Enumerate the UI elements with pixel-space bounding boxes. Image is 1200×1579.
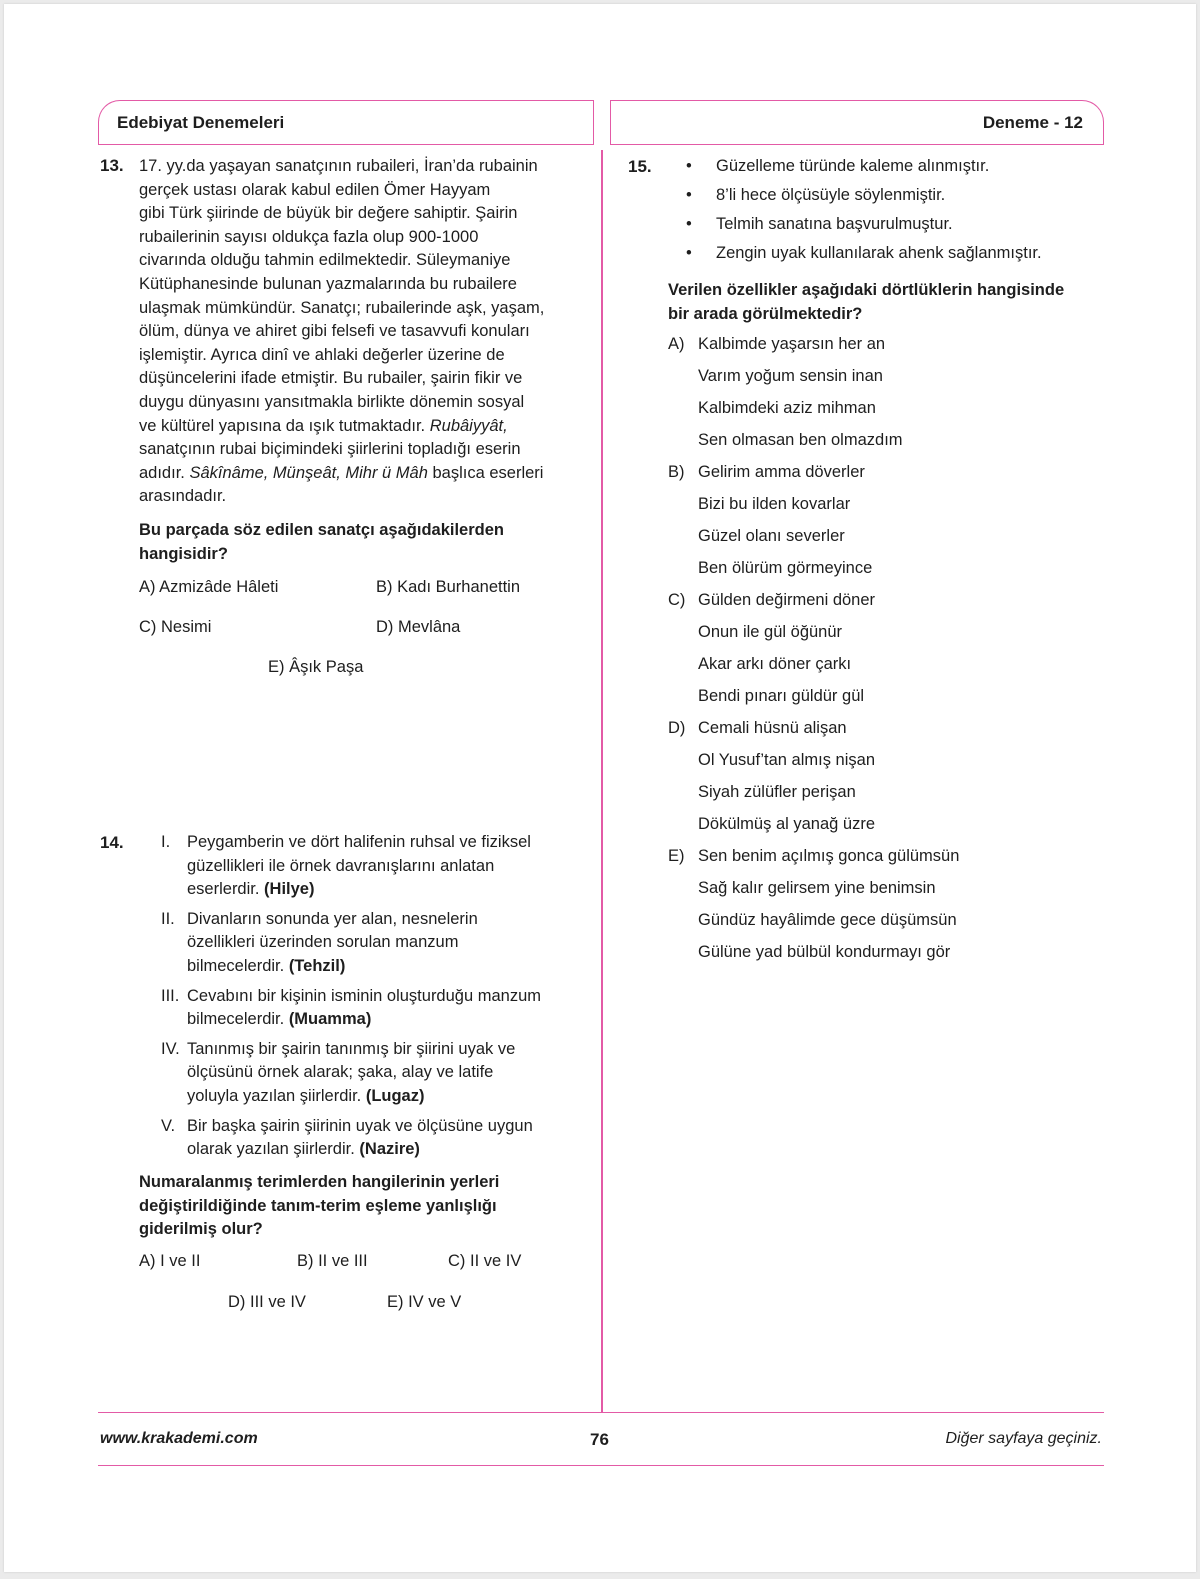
passage-line: ölüm, dünya ve ahiret gibi felsefi ve tasavvufi konuları [139, 322, 530, 341]
question-13-passage [139, 155, 579, 509]
header-left-rule [98, 144, 594, 145]
passage-line-text: ve kültürel yapısına da ışık tutmaktadır. [139, 416, 426, 435]
item-line [187, 1085, 607, 1109]
verse-line: Gülüne yad bülbül kondurmayı gör [698, 943, 951, 961]
q13-option-c[interactable]: C) Nesimi [139, 618, 212, 636]
header-right-title: Deneme - 12 [982, 112, 1083, 132]
option-label: D) [668, 719, 686, 737]
bullet-text: Telmih sanatına başvurulmuştur. [716, 215, 953, 233]
passage-line [139, 415, 579, 439]
bullet-text: Zengin uyak kullanılarak ahenk sağlanmıştır. [716, 244, 1042, 262]
q14-option-d[interactable]: D) III ve IV [228, 1293, 306, 1311]
item-term: (Hilye) [264, 880, 315, 899]
footer-page-number: 76 [590, 1430, 609, 1449]
verse-line: Sağ kalır gelirsem yine benimsin [698, 879, 936, 897]
question-14-items [161, 831, 607, 1165]
work-title-rubaiyyat: Rubâiyyât, [429, 416, 508, 435]
item-text: bilmecelerdir. [187, 956, 285, 975]
option-label: B) [668, 463, 685, 481]
item-line [187, 1008, 607, 1032]
item-text: eserlerdir. [187, 880, 260, 899]
item-text: yoluyla yazılan şiirlerdir. [187, 1086, 362, 1105]
stem-line: hangisidir? [139, 544, 228, 563]
work-titles: Sâkînâme, Münşeât, Mihr ü Mâh [189, 463, 428, 482]
item-line: Bir başka şairin şiirinin uyak ve ölçüsüne uygun [187, 1116, 533, 1135]
verse-line: Gündüz hayâlimde gece düşümsün [698, 911, 957, 929]
header-right-frame [610, 100, 1104, 144]
verse-line: Kalbimdeki aziz mihman [698, 399, 876, 417]
item-line: Divanların sonunda yer alan, nesnelerin [187, 909, 478, 928]
item-term: (Lugaz) [365, 1086, 425, 1105]
stem-line: bir arada görülmektedir? [668, 304, 863, 323]
bullet-dot: • [686, 186, 692, 204]
passage-line: gerçek ustası olarak kabul edilen Ömer Hayyam [139, 180, 491, 199]
stem-line: Verilen özellikler aşağıdaki dörtlüklerin hangisinde [668, 281, 1065, 299]
q13-option-d[interactable]: D) Mevlâna [376, 618, 461, 636]
verse-line: Cemali hüsnü alişan [698, 719, 847, 737]
item-text: bilmecelerdir. [187, 1010, 285, 1029]
statement-item [161, 985, 607, 1032]
verse-line: Kalbimde yaşarsın her an [698, 335, 886, 353]
bullet-dot: • [686, 157, 692, 175]
passage-line: Kütüphanesinde bulunan yazmalarında bu rubailere [139, 274, 517, 293]
passage-line: işlemiştir. Ayrıca dinî ve ahlaki değerler üzerine de [139, 345, 505, 364]
item-line: Peygamberin ve dört halifenin ruhsal ve fiziksel [187, 833, 531, 851]
q14-option-a[interactable]: A) I ve II [139, 1252, 201, 1270]
roman-numeral: I. [161, 833, 171, 851]
footer-top-rule [98, 1412, 1104, 1413]
verse-line: Bizi bu ilden kovarlar [698, 495, 851, 513]
verse-line: Gelirim amma döverler [698, 463, 865, 481]
footer-next-page: Diğer sayfaya geçiniz. [945, 1430, 1102, 1447]
item-term: (Nazire) [359, 1140, 420, 1159]
passage-line: düşüncelerini ifade etmiştir. Bu rubailer, şairin fikir ve [139, 369, 523, 388]
q14-option-b[interactable]: B) II ve III [297, 1252, 368, 1270]
stem-line: giderilmiş olur? [139, 1220, 263, 1239]
passage-line: duygu dünyasını yansıtmakla birlikte dönemin sosyal [139, 392, 525, 411]
q15-option-a[interactable] [668, 335, 685, 354]
verse-line: Sen benim açılmış gonca gülümsün [698, 847, 960, 865]
stem-line: Numaralanmış terimlerden hangilerinin yerleri [139, 1173, 500, 1191]
verse-line: Sen olmasan ben olmazdım [698, 431, 903, 449]
item-line: güzellikleri ile örnek davranışlarını anlatan [187, 856, 495, 875]
q15-option-d[interactable] [668, 719, 685, 738]
passage-line: rubailerinin sayısı oldukça fazla olup 900-1000 [139, 227, 479, 246]
passage-line: ulaşmak mümkündür. Sanatçı; rubailerinde aşk, yaşam, [139, 298, 545, 317]
roman-numeral: V. [161, 1116, 176, 1135]
item-line [187, 878, 607, 902]
passage-line: gibi Türk şiirinde de büyük bir değere sahiptir. Şairin [139, 204, 518, 223]
question-14-stem [139, 1171, 499, 1242]
verse-line: Akar arkı döner çarkı [698, 655, 852, 673]
verse-line: Onun ile gül öğünür [698, 623, 843, 641]
verse-line: Ben ölürüm görmeyince [698, 559, 873, 577]
q15-option-e[interactable] [668, 847, 685, 866]
passage-line-text: adıdır. [139, 463, 185, 482]
stem-line: değiştirildiğinde tanım-terim eşleme yanlışlığı [139, 1196, 497, 1215]
statement-item [161, 1038, 607, 1109]
item-line: ölçüsünü örnek alarak; şaka, alay ve latife [187, 1063, 494, 1082]
item-line [187, 1138, 607, 1162]
header-left-frame [98, 100, 594, 144]
item-text: olarak yazılan şiirlerdir. [187, 1140, 355, 1159]
roman-numeral: II. [161, 909, 175, 928]
roman-numeral: III. [161, 986, 180, 1005]
question-13 [139, 155, 579, 566]
item-line: Cevabını bir kişinin isminin oluşturduğu manzum [187, 986, 541, 1005]
q13-option-b[interactable]: B) Kadı Burhanettin [376, 578, 521, 596]
question-13-number: 13. [100, 156, 124, 175]
item-term: (Muamma) [288, 1010, 372, 1029]
passage-line-text: başlıca eserleri [432, 463, 544, 482]
stem-line: Bu parçada söz edilen sanatçı aşağıdakilerden [139, 520, 504, 539]
verse-line: Dökülmüş al yanağ üzre [698, 815, 876, 833]
question-15-number: 15. [628, 157, 652, 176]
header-left-title: Edebiyat Denemeleri [117, 112, 285, 132]
question-14-number: 14. [100, 833, 124, 852]
q15-option-b[interactable] [668, 463, 685, 482]
item-line [187, 955, 607, 979]
item-term: (Tehzil) [288, 956, 346, 975]
verse-line: Siyah zülüfler perişan [698, 783, 856, 801]
passage-line: arasındadır. [139, 487, 227, 506]
q13-option-e[interactable]: E) Âşık Paşa [268, 658, 364, 676]
passage-line: civarında olduğu tahmin edilmektedir. Süleymaniye [139, 251, 511, 270]
passage-line: 17. yy.da yaşayan sanatçının rubaileri, İran’da rubainin [139, 157, 538, 175]
roman-numeral: IV. [161, 1039, 180, 1058]
verse-line: Güzel olanı severler [698, 527, 845, 545]
verse-line: Bendi pınarı güldür gül [698, 687, 865, 705]
bullet-text: Güzelleme türünde kaleme alınmıştır. [716, 157, 990, 175]
q15-option-c[interactable] [668, 591, 685, 610]
q14-option-e[interactable]: E) IV ve V [387, 1293, 462, 1311]
statement-item [161, 908, 607, 979]
header-right-rule [610, 144, 1104, 145]
bullet-dot: • [686, 244, 692, 262]
question-13-stem [139, 519, 579, 566]
question-15-stem [668, 279, 1064, 326]
footer-bottom-rule [98, 1465, 1104, 1466]
passage-line: sanatçının rubai biçimindeki şiirlerini topladığı eserin [139, 440, 521, 459]
bullet-dot: • [686, 215, 692, 233]
option-label: C) [668, 591, 686, 609]
option-label: A) [668, 335, 685, 353]
bullet-text: 8’li hece ölçüsüyle söylenmiştir. [716, 186, 946, 204]
item-line: özellikleri üzerinden sorulan manzum [187, 933, 459, 952]
option-label: E) [668, 847, 685, 865]
q14-option-c[interactable]: C) II ve IV [448, 1252, 522, 1270]
statement-item [161, 1115, 607, 1162]
verse-line: Ol Yusuf’tan almış nişan [698, 751, 876, 769]
verse-line: Gülden değirmeni döner [698, 591, 876, 609]
footer-website: www.krakademi.com [100, 1430, 258, 1447]
column-divider [601, 150, 603, 1412]
statement-item [161, 831, 607, 902]
q13-option-a[interactable]: A) Azmizâde Hâleti [139, 578, 279, 596]
item-line: Tanınmış bir şairin tanınmış bir şiirini uyak ve [187, 1039, 516, 1058]
passage-line [139, 462, 579, 486]
verse-line: Varım yoğum sensin inan [698, 367, 883, 385]
